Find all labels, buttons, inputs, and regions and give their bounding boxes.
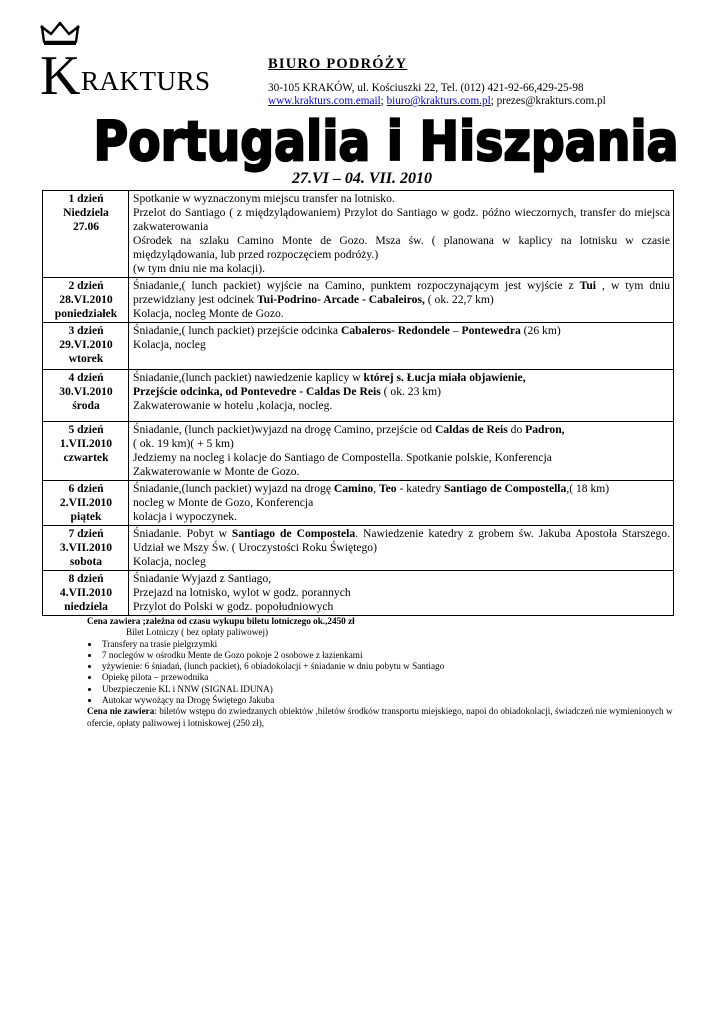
table-row — [43, 370, 674, 422]
day-cell: 5 dzień 1.VII.2010 czwartek — [43, 422, 129, 481]
day-description: Śniadanie,( lunch packiet) przejście odcinka Cabaleros- Redondele – Pontewedra (26 km) Kolacja, nocleg — [129, 323, 674, 370]
table-row — [43, 526, 674, 571]
agency-logo — [40, 22, 240, 107]
price-includes-heading: Cena zawiera ;zależna od czasu wykupu biletu lotniczego ok.,2450 zł — [87, 616, 355, 626]
day-description: Śniadanie, (lunch packiet)wyjazd na drogę Camino, przejście od Caldas de Reis do Padron, ( ok. 19 km)( + 5 km) Jedziemy na nocleg i kolacje do Santiago de Compostella. Spotkanie polskie, Konferencja Zakwaterowanie w Monte de Gozo. — [129, 422, 674, 481]
price-excludes-text: : biletów wstępu do zwiedzanych obiektów ,biletów środków transportu miejskiego, napoi do obiadokolacji, świadczeń nie wymienionych w ofercie, opłaty paliwowej i lotniskowej (250 zł), — [87, 706, 673, 728]
agency-title: BIURO PODRÓŻY — [268, 56, 408, 72]
day-description: Spotkanie w wyznaczonym miejscu transfer na lotnisko. Przelot do Santiago ( z międzylądowaniem) Przylot do Santiago w godz. późno wieczornych, transfer do miejsca zakwaterowania Ośrodek na szlaku Camino Monte de Gozo. Msza św. ( planowana w kaplicy na lotnisku w czasie międzylądowania, lub przed rozpoczęciem podróży.) (w tym dniu nie ma kolacji). — [129, 191, 674, 278]
day-cell: 4 dzień 30.VI.2010 środa — [43, 370, 129, 422]
day-cell: 3 dzień 29.VI.2010 wtorek — [43, 323, 129, 370]
table-row — [43, 481, 674, 526]
ticket-line: Bilet Lotniczy ( bez opłaty paliwowej) — [126, 627, 269, 638]
trip-headline — [86, 110, 686, 173]
day-description: Śniadanie,( lunch packiet) wyjście na Camino, punktem rozpoczynającym jest wyjście z Tui , w tym dniu przewidziany jest odcinek Tui-Podrino- Arcade - Cabaleiros, ( ok. 22,7 km) Kolacja, nocleg Monte de Gozo. — [129, 278, 674, 323]
itinerary-table — [42, 190, 674, 616]
list-item: • Transfery na trasie pielgrzymki — [100, 639, 682, 650]
president-email: ; prezes@krakturs.com.pl — [490, 95, 606, 107]
price-excludes-label: Cena nie zawiera — [87, 706, 155, 717]
day-cell: 1 dzień Niedziela 27.06 — [43, 191, 129, 278]
day-cell: 2 dzień 28.VI.2010 poniedziałek — [43, 278, 129, 323]
trip-dates: 27.VI – 04. VII. 2010 — [291, 170, 433, 187]
day-cell: 6 dzień 2.VII.2010 piątek — [43, 481, 129, 526]
agency-address: 30-105 KRAKÓW, ul. Kościuszki 22, Tel. (012) 421-92-66,429-25-98 — [268, 82, 584, 94]
agency-links — [268, 95, 708, 108]
headline-text: Portugalia i Hiszpania — [93, 110, 679, 173]
list-item: • yżywienie: 6 śniadań, (lunch packiet), 6 obiadokolacji + śniadanie w dniu pobytu w Santiago — [100, 661, 682, 672]
brand-name — [40, 45, 211, 107]
agency-contact — [268, 58, 708, 108]
list-item: • 7 noclegów w ośrodku Mente de Gozo pokoje 2 osobowe z łazienkami — [100, 650, 682, 661]
price-includes-list — [42, 639, 682, 707]
day-description: Śniadanie,(lunch packiet) wyjazd na drogę Camino, Teo - katedry Santiago de Compostella,( 18 km) nocleg w Monte de Gozo, Konferencja kolacja i wypoczynek. — [129, 481, 674, 526]
brand-rest: RAKTURS — [80, 66, 211, 96]
day-cell: 7 dzień 3.VII.2010 sobota — [43, 526, 129, 571]
crown-icon — [40, 22, 80, 46]
table-row — [43, 571, 674, 616]
email-link[interactable]: biuro@krakturs.com.pl — [386, 95, 491, 107]
price-section — [42, 616, 682, 729]
day-cell: 8 dzień 4.VII.2010 niedziela — [43, 571, 129, 616]
list-item: • Ubezpieczenie KL i NNW (SIGNAL IDUNA) — [100, 684, 682, 695]
list-item: • Autokar wywożący na Drogę Świętego Jakuba — [100, 695, 682, 706]
link-separator: ; — [380, 95, 387, 107]
day-description: Śniadanie. Pobyt w Santiago de Compostela. Nawiedzenie katedry z grobem św. Jakuba Apostoła Starszego. Udział we Mszy Św. ( Uroczystości Roku Świętego) Kolacja, nocleg — [129, 526, 674, 571]
website-link[interactable]: www.krakturs.com.email — [268, 95, 381, 107]
table-row — [43, 278, 674, 323]
table-row — [43, 191, 674, 278]
table-row — [43, 422, 674, 481]
day-description: Śniadanie,(lunch packiet) nawiedzenie kaplicy w której s. Łucja miała objawienie, Przejście odcinka, od Pontevedre - Caldas De Reis ( ok. 23 km) Zakwaterowanie w hotelu ,kolacja, nocleg. — [129, 370, 674, 422]
list-item: • Opiekę pilota – przewodnika — [100, 672, 682, 683]
brand-initial: K — [40, 45, 81, 107]
table-row — [43, 323, 674, 370]
day-description: Śniadanie Wyjazd z Santiago, Przejazd na lotnisko, wylot w godz. porannych Przylot do Polski w godz. popołudniowych — [129, 571, 674, 616]
price-excludes — [42, 706, 682, 729]
